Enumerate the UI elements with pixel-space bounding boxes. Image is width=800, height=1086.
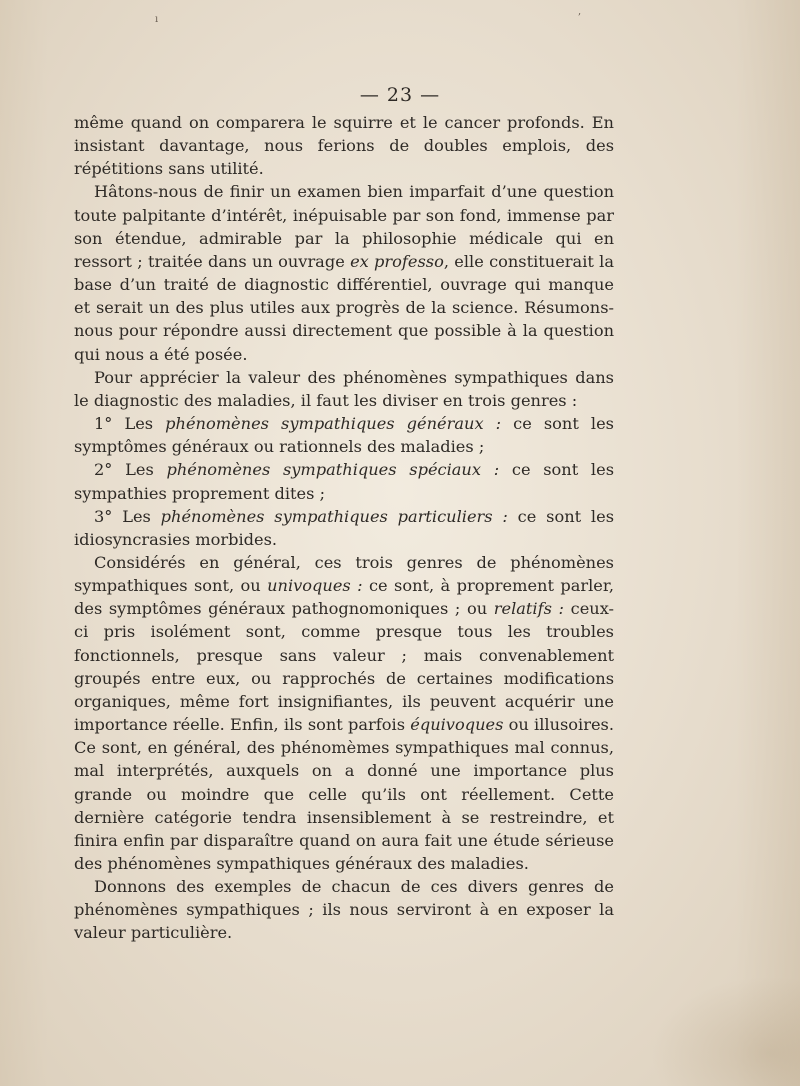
latin-phrase: ex professo [350,251,444,271]
paragraph-2 [74,180,614,365]
list-item-2 [74,458,614,504]
list-item-3 [74,505,614,551]
page-number: — 23 — [359,84,441,106]
list-item-2-text: ce sont les sympathies proprement dites ; [74,460,614,503]
list-item-1-text: ce sont les symptômes généraux ou rationnels des maladies ; [74,414,614,457]
body-text [74,111,614,945]
list-item-3-text: ce sont les idiosyncrasies morbides. [74,506,614,549]
paper-stain [650,976,800,1086]
paragraph-1: même quand on comparera le squirre et le cancer profonds. En insistant davantage, nous ferions de doubles emplois, des répétitions sans utilité. [74,113,614,179]
list-item-2-number: 2° Les [94,460,167,480]
paragraph-2-text-b: , elle constituerait la base d’un traité de diagnostic différentiel, ouvrage qui manque et serait un des plus utiles aux progrès de la science. Résumons-nous pour répondre aussi directement que possible à la question qui nous a été posée. [74,251,614,364]
paragraph-7-text-c: ceux-ci pris isolément sont, comme presque tous les troubles fonctionnels, presque sans valeur ; mais convenablement groupés entre eux, ou rapprochés de certaines modifications organiques, même fort insignifiantes, ils peuvent acquérir une importance réelle. Enfin, ils sont parfois [74,599,615,735]
paragraph-7-text-d: ou illusoires. Ce sont, en général, des phénomèmes sympathiques mal connus, mal interprétés, auxquels on a donné une importance plus grande ou moindre que celle qu’ils ont réellement. Cette dernière catégorie tendra insensiblement à se restreindre, et finira enfin par disparaître quand on aura fait une étude sérieuse des phénomènes sympathiques généraux des maladies. [74,715,615,873]
paragraph-7-text-b: ce sont, à proprement parler, des symptômes généraux pathognomoniques ; ou [74,576,614,619]
list-item-1-number: 1° Les [94,414,166,434]
list-item-2-term: phénomènes sympathiques spéciaux : [166,460,500,480]
paper-speck: , [578,6,582,17]
paragraph-2-text-a: Hâtons-nous de finir un examen bien imparfait d’une question toute palpitante d’intérêt, inépuisable par son fond, immense par son étendue, admirable par la philosophie médicale qui en ressort ; traitée dans un ouvrage [74,182,614,271]
paragraph-7 [74,551,614,875]
paragraph-3: Pour apprécier la valeur des phénomènes sympathiques dans le diagnostic des maladies, il faut les diviser en trois genres : [74,367,614,410]
term-univoques: univoques : [267,576,363,596]
list-item-1-term: phénomènes sympathiques généraux : [165,414,502,434]
list-item-3-number: 3° Les [94,506,161,526]
paper-speck: ı [155,14,159,25]
term-relatifs: relatifs : [493,599,564,619]
list-item-3-term: phénomènes sympathiques particuliers : [160,506,508,526]
paragraph-8: Donnons des exemples de chacun de ces divers genres de phénomènes sympathiques ; ils nous serviront à en exposer la valeur particulière. [74,877,614,943]
paragraph-7-text-a: Considérés en général, ces trois genres de phénomènes sympathiques sont, ou [74,552,614,596]
term-equivoques: équivoques [410,715,504,735]
list-item-1 [74,412,614,458]
